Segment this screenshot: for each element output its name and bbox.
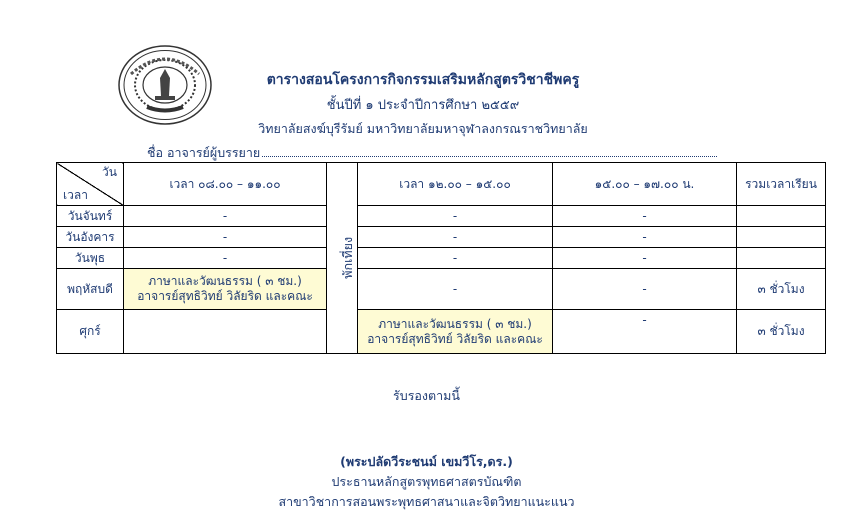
afternoon-cell: - [358, 269, 553, 310]
total-cell: ๓ ชั่วโมง [737, 310, 826, 354]
morning-cell: - [124, 206, 327, 227]
total-cell [737, 248, 826, 269]
morning-class-cell [124, 269, 327, 310]
morning-cell: - [124, 248, 327, 269]
corner-cell [57, 163, 124, 206]
day-cell: พฤหัสบดี [57, 269, 124, 310]
day-cell: วันอังคาร [57, 227, 124, 248]
schedule-table [56, 162, 826, 354]
afternoon-class-cell [358, 310, 553, 354]
lunch-break-label: พักเที่ยง [340, 236, 356, 279]
evening-cell: - [553, 248, 737, 269]
day-cell: ศุกร์ [57, 310, 124, 354]
signer-name: (พระปลัดวีระชนม์ เขมวีโร,ดร.) [340, 454, 513, 469]
morning-cell: - [124, 227, 327, 248]
lunch-break-cell [327, 163, 358, 354]
table-row [57, 269, 826, 310]
table-row [57, 310, 826, 354]
header-total: รวมเวลาเรียน [737, 163, 826, 206]
table-row [57, 227, 826, 248]
afternoon-cell: - [358, 206, 553, 227]
corner-day-label: วัน [102, 165, 117, 179]
header-afternoon: เวลา ๑๒.๐๐ – ๑๕.๐๐ [358, 163, 553, 206]
afternoon-cell: - [358, 227, 553, 248]
college-name: วิทยาลัยสงฆ์บุรีรัมย์ มหาวิทยาลัยมหาจุฬาลงกรณราชวิทยาลัย [258, 121, 588, 136]
table-header-row [57, 163, 826, 206]
day-cell: วันจันทร์ [57, 206, 124, 227]
teacher-blank [262, 146, 717, 157]
total-cell: ๓ ชั่วโมง [737, 269, 826, 310]
college-seal-logo [117, 44, 213, 126]
class-subject: ภาษาและวัฒนธรรม ( ๓ ชม.) [378, 316, 532, 331]
header-morning: เวลา ๐๘.๐๐ – ๑๑.๐๐ [124, 163, 327, 206]
table-row [57, 206, 826, 227]
evening-cell: - [553, 269, 737, 310]
evening-cell: - [553, 310, 737, 354]
header-evening: ๑๕.๐๐ – ๑๗.๐๐ น. [553, 163, 737, 206]
total-cell [737, 227, 826, 248]
table-row [57, 248, 826, 269]
evening-cell: - [553, 206, 737, 227]
approval-text: รับรองตามนี้ [393, 388, 460, 403]
class-subject: ภาษาและวัฒนธรรม ( ๓ ชม.) [148, 274, 302, 288]
class-teacher: อาจารย์สุทธิวิทย์ วิลัยริด และคณะ [137, 289, 313, 303]
day-cell: วันพุธ [57, 248, 124, 269]
class-teacher: อาจารย์สุทธิวิทย์ วิลัยริด และคณะ [367, 331, 543, 346]
corner-time-label: เวลา [63, 188, 88, 202]
total-cell [737, 206, 826, 227]
schedule-subtitle: ชั้นปีที่ ๑ ประจำปีการศึกษา ๒๕๕๙ [326, 98, 520, 113]
schedule-title: ตารางสอนโครงการกิจกรรมเสริมหลักสูตรวิชาชีพครู [266, 72, 580, 88]
afternoon-cell: - [358, 248, 553, 269]
teacher-label: ชื่อ อาจารย์ผู้บรรยาย [147, 145, 261, 160]
morning-cell [124, 310, 327, 354]
signer-department: สาขาวิชาการสอนพระพุทธศาสนาและจิตวิทยาแนะแนว [278, 494, 575, 509]
signer-position: ประธานหลักสูตรพุทธศาสตรบัณฑิต [331, 474, 522, 489]
evening-cell: - [553, 227, 737, 248]
teacher-line [147, 143, 717, 163]
